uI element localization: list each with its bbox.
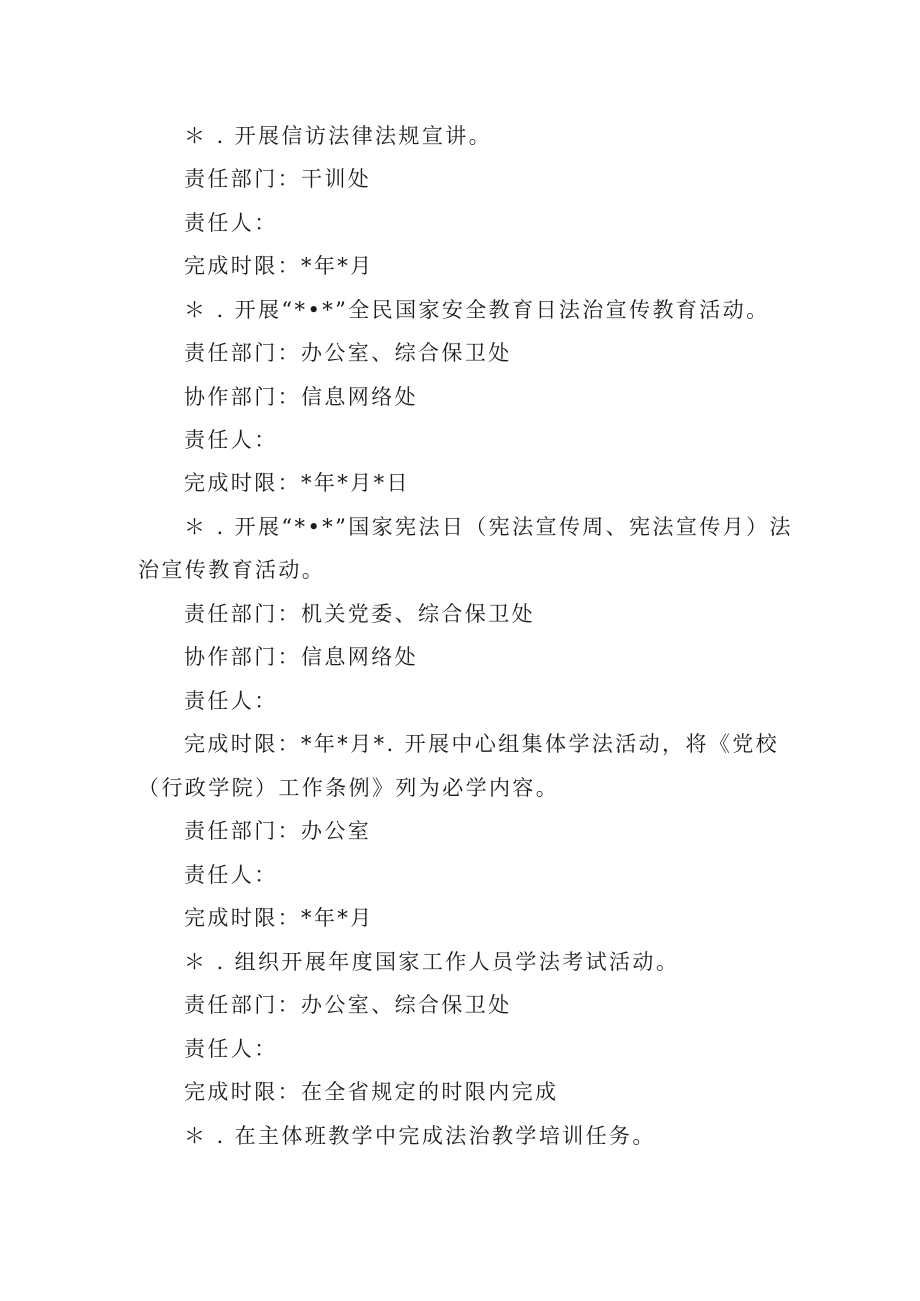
- list-item-constitution-day: ＊ . 开展“*•*”国家宪法日（宪法宣传周、宪法宣传月）法: [184, 515, 793, 539]
- cooperating-department: 协作部门：信息网络处: [184, 385, 418, 409]
- responsible-person: 责任人：: [184, 689, 278, 713]
- cooperating-department: 协作部门：信息网络处: [184, 645, 418, 669]
- responsible-department: 责任部门：机关党委、综合保卫处: [184, 602, 535, 626]
- responsible-person: 责任人：: [184, 428, 278, 452]
- responsible-department: 责任部门：干训处: [184, 167, 372, 191]
- responsible-department: 责任部门：办公室、综合保卫处: [184, 993, 512, 1017]
- responsible-person: 责任人：: [184, 211, 278, 235]
- responsible-department: 责任部门：办公室、综合保卫处: [184, 341, 512, 365]
- deadline: 完成时限：*年*月: [184, 254, 374, 278]
- responsible-person: 责任人：: [184, 863, 278, 887]
- list-item-petition-law-lecture: ＊ . 开展信访法律法规宣讲。: [184, 124, 493, 148]
- deadline: 完成时限：*年*月*日: [184, 471, 410, 495]
- list-item-continuation: 治宣传教育活动。: [138, 558, 326, 582]
- responsible-department: 责任部门：办公室: [184, 819, 372, 843]
- list-item-law-exam: ＊ . 组织开展年度国家工作人员学法考试活动。: [184, 950, 680, 974]
- list-item-group-study: 完成时限：*年*月*. 开展中心组集体学法活动，将《党校: [184, 732, 780, 756]
- deadline: 完成时限：*年*月: [184, 906, 374, 930]
- list-item-national-security-day: ＊ . 开展“*•*”全民国家安全教育日法治宣传教育活动。: [184, 298, 770, 322]
- list-item-rule-of-law-teaching: ＊ . 在主体班教学中完成法治教学培训任务。: [184, 1124, 656, 1148]
- deadline: 完成时限：在全省规定的时限内完成: [184, 1080, 559, 1104]
- list-item-continuation: （行政学院）工作条例》列为必学内容。: [138, 776, 560, 800]
- responsible-person: 责任人：: [184, 1037, 278, 1061]
